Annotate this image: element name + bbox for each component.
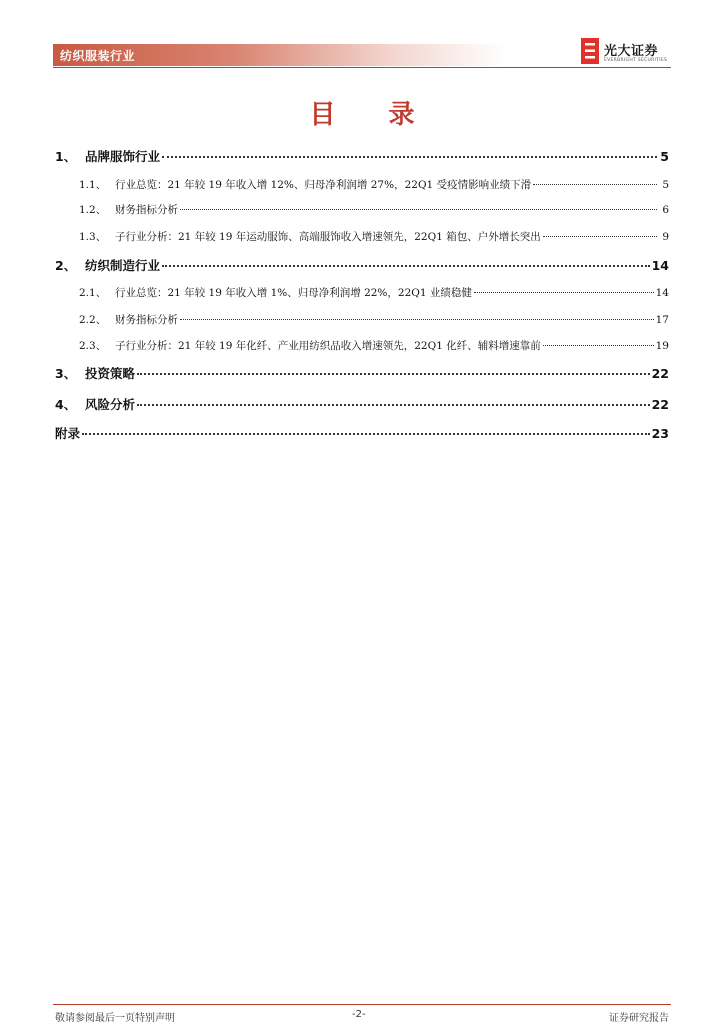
toc-label: 品牌服饰行业 bbox=[85, 148, 161, 164]
toc-label: 投资策略 bbox=[85, 365, 136, 381]
toc-number: 1.2、 bbox=[79, 203, 107, 216]
toc-number: 1、 bbox=[55, 148, 77, 164]
toc-label: 附录 bbox=[55, 425, 81, 441]
footer-disclaimer: 敬请参阅最后一页特别声明 bbox=[55, 1013, 175, 1024]
toc-number: 2.2、 bbox=[79, 313, 107, 326]
toc-page: 14 bbox=[651, 257, 669, 273]
logo-mark-icon bbox=[581, 38, 599, 64]
toc-number: 2、 bbox=[55, 257, 77, 273]
page-number: -2- bbox=[352, 1009, 366, 1020]
toc-leader bbox=[162, 252, 650, 267]
toc-label: 行业总览：21 年较 19 年收入增 12%、归母净利润增 27%，22Q1 受疫情影响业绩下滑 bbox=[115, 178, 532, 191]
logo-text-cn: 光大证券 bbox=[604, 44, 659, 59]
toc-page: 5 bbox=[660, 148, 669, 164]
toc-leader bbox=[543, 334, 654, 346]
toc-leader bbox=[180, 308, 654, 320]
toc-leader bbox=[180, 198, 657, 210]
toc-number: 2.3、 bbox=[79, 339, 107, 352]
toc-number: 3、 bbox=[55, 365, 77, 381]
toc-page: 9 bbox=[662, 230, 669, 243]
toc-entry[interactable] bbox=[55, 423, 669, 442]
toc-entry[interactable] bbox=[55, 201, 669, 217]
toc-number: 1.3、 bbox=[79, 230, 107, 243]
toc-entry[interactable] bbox=[55, 394, 669, 413]
toc-number: 2.1、 bbox=[79, 286, 107, 299]
toc-entry[interactable] bbox=[55, 311, 669, 327]
toc-leader bbox=[82, 420, 650, 435]
toc-entry[interactable] bbox=[55, 176, 669, 192]
toc-page: 5 bbox=[662, 178, 669, 191]
toc-leader bbox=[162, 143, 657, 158]
toc-label: 子行业分析：21 年较 19 年化纤、产业用纺织品收入增速领先，22Q1 化纤、辅料增速靠前 bbox=[115, 339, 541, 352]
toc-leader bbox=[543, 225, 657, 237]
toc-label: 行业总览：21 年较 19 年收入增 1%、归母净利润增 22%，22Q1 业绩稳健 bbox=[115, 286, 472, 299]
toc-label: 子行业分析：21 年较 19 年运动服饰、高端服饰收入增速领先，22Q1 箱包、户外增长突出 bbox=[115, 230, 541, 243]
toc-label: 风险分析 bbox=[85, 396, 136, 412]
toc-entry[interactable] bbox=[55, 363, 669, 382]
toc-page: 23 bbox=[651, 425, 669, 441]
toc-page: 14 bbox=[655, 286, 669, 299]
page-title: 目 录 bbox=[309, 100, 437, 130]
brand-logo bbox=[581, 38, 681, 68]
toc-entry[interactable] bbox=[55, 255, 669, 274]
toc-label: 财务指标分析 bbox=[115, 203, 178, 216]
toc-page: 19 bbox=[655, 339, 669, 352]
toc-page: 22 bbox=[651, 365, 669, 381]
toc-number: 4、 bbox=[55, 396, 77, 412]
toc-entry[interactable] bbox=[55, 337, 669, 353]
toc-label: 纺织制造行业 bbox=[85, 257, 161, 273]
toc-leader bbox=[533, 173, 657, 185]
header-rule bbox=[53, 67, 671, 68]
toc-page: 6 bbox=[662, 203, 669, 216]
toc-label: 财务指标分析 bbox=[115, 313, 178, 326]
toc-entry[interactable] bbox=[55, 228, 669, 244]
toc-page: 22 bbox=[651, 396, 669, 412]
footer-report-type: 证券研究报告 bbox=[609, 1013, 669, 1024]
footer-rule bbox=[53, 1004, 671, 1005]
toc-page: 17 bbox=[655, 313, 669, 326]
logo-text-en: EVERBRIGHT SECURITIES bbox=[604, 58, 668, 63]
toc-entry[interactable] bbox=[55, 146, 669, 165]
toc-number: 1.1、 bbox=[79, 178, 107, 191]
toc-leader bbox=[137, 360, 650, 375]
header-section-title: 纺织服装行业 bbox=[60, 49, 136, 63]
toc-leader bbox=[474, 281, 654, 293]
toc-leader bbox=[137, 391, 650, 406]
toc-entry[interactable] bbox=[55, 284, 669, 300]
